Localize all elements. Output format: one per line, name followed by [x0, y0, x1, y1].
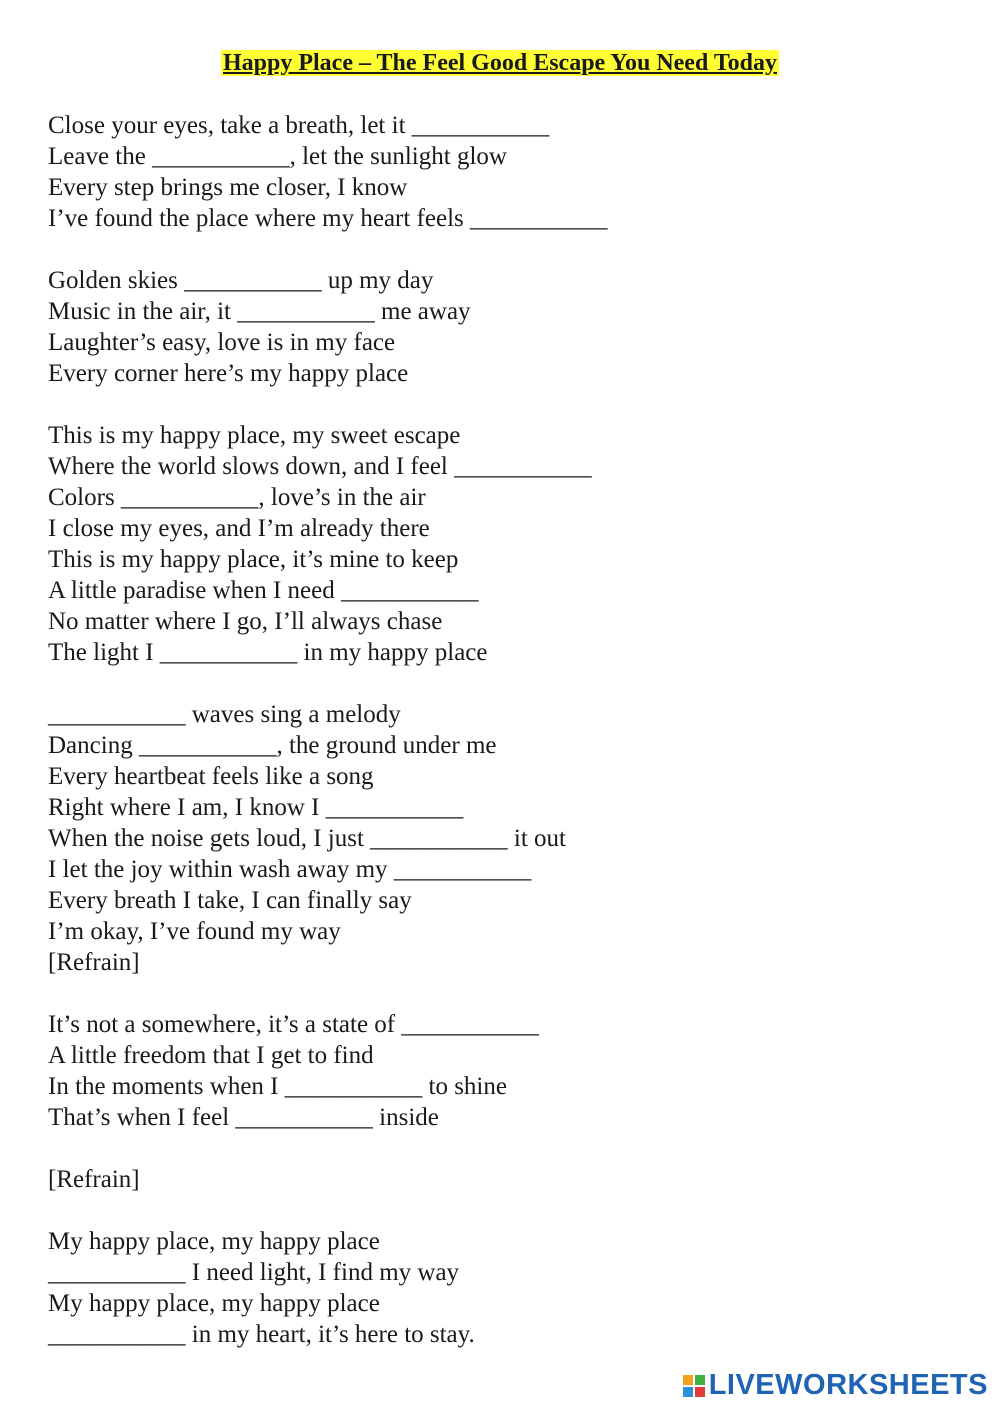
lyric-line: My happy place, my happy place: [48, 1228, 380, 1255]
stanza: [48, 420, 948, 668]
lyric-line: Close your eyes, take a breath, let it ___________: [48, 112, 550, 139]
lyric-line: Every heartbeat feels like a song: [48, 763, 374, 790]
lyric-line: This is my happy place, my sweet escape: [48, 422, 461, 449]
stanza: [48, 265, 948, 389]
lyric-line: I let the joy within wash away my ___________: [48, 856, 532, 883]
lyric-line: ___________ in my heart, it’s here to stay.: [48, 1321, 475, 1348]
stanza: [48, 110, 948, 234]
lyric-line: Every corner here’s my happy place: [48, 360, 409, 387]
lyric-line: In the moments when I ___________ to shine: [48, 1073, 507, 1100]
lyric-line: ___________ waves sing a melody: [48, 701, 401, 728]
lyric-line: Music in the air, it ___________ me away: [48, 298, 471, 325]
lyric-line: I close my eyes, and I’m already there: [48, 515, 430, 542]
lyric-line: A little paradise when I need ___________: [48, 577, 479, 604]
lyric-line: No matter where I go, I’ll always chase: [48, 608, 443, 635]
lyric-line: Leave the ___________, let the sunlight glow: [48, 143, 507, 170]
lyric-line: ___________ I need light, I find my way: [48, 1259, 460, 1286]
logo-square: [683, 1387, 693, 1397]
worksheet-title: [0, 49, 1000, 78]
stanza: [48, 1009, 948, 1133]
lyric-line: Golden skies ___________ up my day: [48, 267, 434, 294]
liveworksheets-logo: [683, 1369, 988, 1402]
logo-square: [695, 1387, 705, 1397]
lyric-line: A little freedom that I get to find: [48, 1042, 374, 1069]
stanza: [48, 1164, 948, 1195]
lyric-line: It’s not a somewhere, it’s a state of ___________: [48, 1011, 539, 1038]
lyric-line: Laughter’s easy, love is in my face: [48, 329, 396, 356]
logo-square: [683, 1375, 693, 1385]
lyric-line: I’ve found the place where my heart feels ___________: [48, 205, 608, 232]
lyric-line: This is my happy place, it’s mine to keep: [48, 546, 459, 573]
lyric-line: [Refrain]: [48, 1166, 140, 1193]
lyric-line: The light I ___________ in my happy place: [48, 639, 488, 666]
stanza: [48, 1226, 948, 1350]
lyric-line: I’m okay, I’ve found my way: [48, 918, 341, 945]
lyric-line: Where the world slows down, and I feel ___________: [48, 453, 592, 480]
liveworksheets-logo-text: LIVEWORKSHEETS: [708, 1369, 988, 1401]
lyric-line: [Refrain]: [48, 949, 140, 976]
lyric-line: That’s when I feel ___________ inside: [48, 1104, 439, 1131]
lyric-line: When the noise gets loud, I just ___________ it out: [48, 825, 567, 852]
lyric-line: Every step brings me closer, I know: [48, 174, 408, 201]
lyric-line: Dancing ___________, the ground under me: [48, 732, 497, 759]
lyric-line: Colors ___________, love’s in the air: [48, 484, 426, 511]
liveworksheets-logo-icon: [683, 1375, 705, 1397]
lyric-line: Every breath I take, I can finally say: [48, 887, 412, 914]
lyric-line: My happy place, my happy place: [48, 1290, 380, 1317]
lyrics-body: [48, 110, 948, 1381]
logo-square: [695, 1375, 705, 1385]
lyric-line: Right where I am, I know I ___________: [48, 794, 464, 821]
stanza: [48, 699, 948, 978]
worksheet-title-text: Happy Place – The Feel Good Escape You Need Today: [222, 50, 778, 76]
